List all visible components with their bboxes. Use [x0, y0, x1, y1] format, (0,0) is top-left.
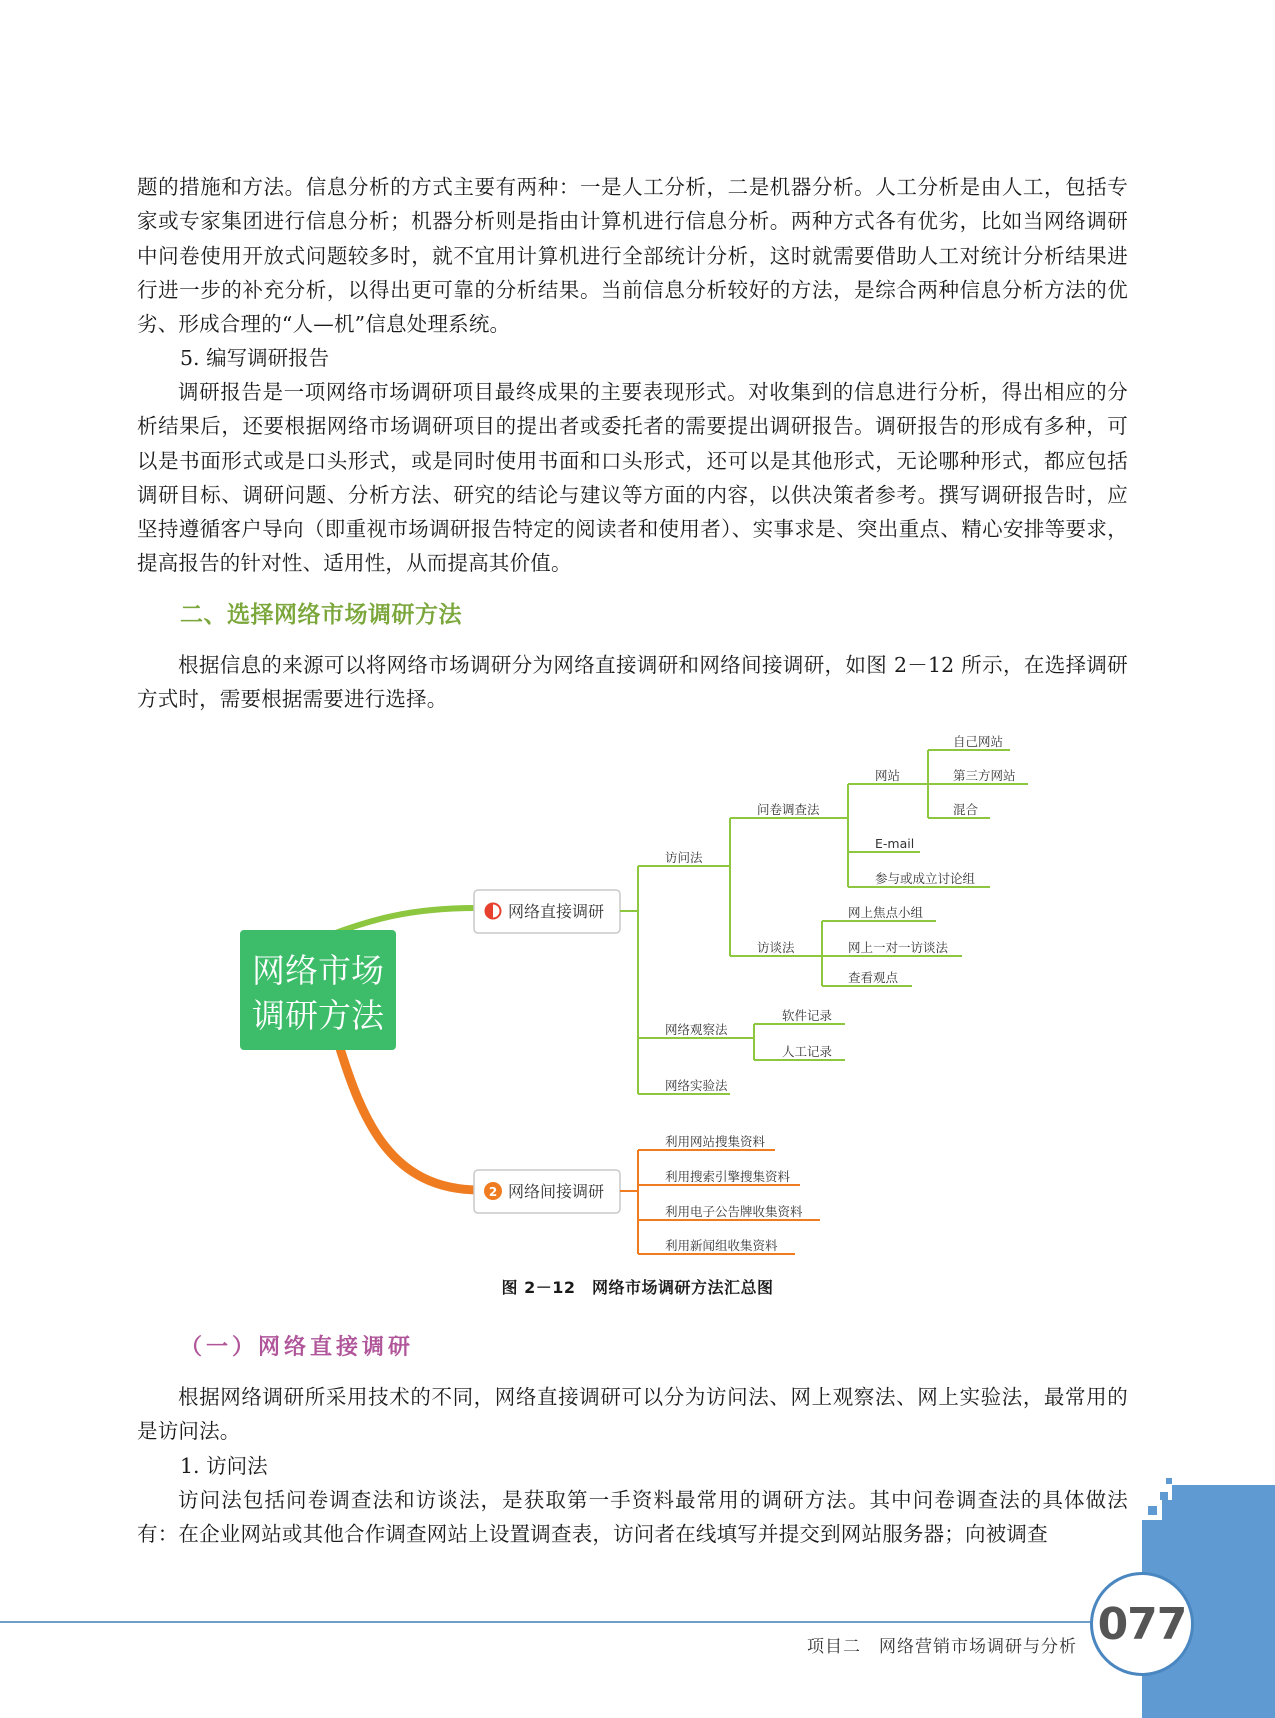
node-use-bbs: 利用电子公告牌收集资料 — [665, 1204, 803, 1219]
node-focus-group: 网上焦点小组 — [848, 905, 924, 920]
node-one-on-one: 网上一对一访谈法 — [848, 940, 949, 955]
node-software-record: 软件记录 — [782, 1008, 833, 1023]
node-interview: 访谈法 — [757, 940, 795, 955]
mindmap-root-line1: 网络市场 — [252, 951, 384, 990]
paragraph-visit-method: 访问法包括问卷调查法和访谈法，是获取第一手资料最常用的调研方法。其中问卷调查法的具体做法有：在企业网站或其他合作调查网站上设置调查表，访问者在线填写并提交到网站服务器；向被调查 — [137, 1488, 1128, 1547]
paragraph-report: 调研报告是一项网络市场调研项目最终成果的主要表现形式。对收集到的信息进行分析，得出相应的分析结果后，还要根据网络市场调研项目的提出者或委托者的需要提出调研报告。调研报告的形成有多种，可以是书面形式或是口头形式，或是同时使用书面和口头形式，还可以是其他形式，无论哪种形式，都应包括调研目标、调研问题、分析方法、研究的结论与建议等方面的内容，以供决策者参考。撰写调研报告时，应坚持遵循客户导向（即重视市场调研报告特定的阅读者和使用者）、实事求是、突出重点、精心安排等要求，提高报告的针对性、适用性，从而提高其价值。 — [137, 380, 1128, 576]
corner-decoration-square2 — [1148, 1506, 1157, 1515]
node-email: E-mail — [875, 836, 915, 851]
corner-decoration-square3 — [1166, 1478, 1172, 1484]
node-questionnaire: 问卷调查法 — [757, 802, 820, 817]
node-use-search: 利用搜索引擎搜集资料 — [665, 1169, 791, 1184]
node-own-site: 自己网站 — [953, 734, 1004, 749]
number-two-icon — [484, 1182, 502, 1200]
mindmap-root-line2: 调研方法 — [252, 996, 384, 1035]
footer-divider — [0, 1621, 1095, 1623]
section-heading: 二、选择网络市场调研方法 — [180, 602, 462, 628]
page-number-badge — [1090, 1572, 1194, 1676]
corner-decoration-step2 — [1172, 1485, 1275, 1501]
node-view-opinions: 查看观点 — [848, 970, 899, 985]
node-use-newsgroup: 利用新闻组收集资料 — [665, 1238, 778, 1253]
node-use-website: 利用网站搜集资料 — [665, 1134, 766, 1149]
node-experiment: 网络实验法 — [665, 1078, 728, 1093]
node-observe: 网络观察法 — [665, 1022, 728, 1037]
corner-decoration-square1 — [1160, 1492, 1168, 1500]
direct-label: 网络直接调研 — [508, 902, 605, 921]
branch-root-indirect — [338, 1042, 480, 1190]
node-visit: 访问法 — [665, 850, 703, 865]
half-circle-icon — [486, 904, 501, 919]
node-third-site: 第三方网站 — [953, 768, 1016, 783]
corner-decoration-step1 — [1162, 1500, 1275, 1522]
svg-text:2: 2 — [488, 1185, 498, 1199]
paragraph-intro-methods: 根据信息的来源可以将网络市场调研分为网络直接调研和网络间接调研，如图 2－12 所示，在选择调研方式时，需要根据需要进行选择。 — [137, 653, 1128, 712]
footer-chapter-title: 项目二 网络营销市场调研与分析 — [807, 1637, 1077, 1657]
list-item-write-report: 5. 编写调研报告 — [180, 346, 330, 370]
node-manual-record: 人工记录 — [782, 1044, 833, 1059]
indirect-label: 网络间接调研 — [508, 1182, 605, 1201]
paragraph-info-analysis: 题的措施和方法。信息分析的方式主要有两种：一是人工分析，二是机器分析。人工分析是由人工，包括专家或专家集团进行信息分析；机器分析则是指由计算机进行信息分析。两种方式各有优劣，比如当网络调研中问卷使用开放式问题较多时，就不宜用计算机进行全部统计分析，这时就需要借助人工对统计分析结果进行进一步的补充分析，以得出更可靠的分析结果。当前信息分析较好的方法，是综合两种信息分析方法的优劣、形成合理的“人—机”信息处理系统。 — [137, 175, 1128, 337]
node-mixed: 混合 — [953, 802, 979, 817]
paragraph-direct-research: 根据网络调研所采用技术的不同，网络直接调研可以分为访问法、网上观察法、网上实验法，最常用的是访问法。 — [137, 1385, 1128, 1444]
node-website: 网站 — [875, 768, 901, 783]
page-number: 077 — [1097, 1598, 1187, 1650]
list-item-visit-method: 1. 访问法 — [180, 1454, 268, 1478]
figure-caption: 图 2－12 网络市场调研方法汇总图 — [501, 1278, 774, 1297]
subsection-heading: （一）网络直接调研 — [180, 1334, 415, 1360]
node-forum: 参与或成立讨论组 — [875, 871, 976, 886]
